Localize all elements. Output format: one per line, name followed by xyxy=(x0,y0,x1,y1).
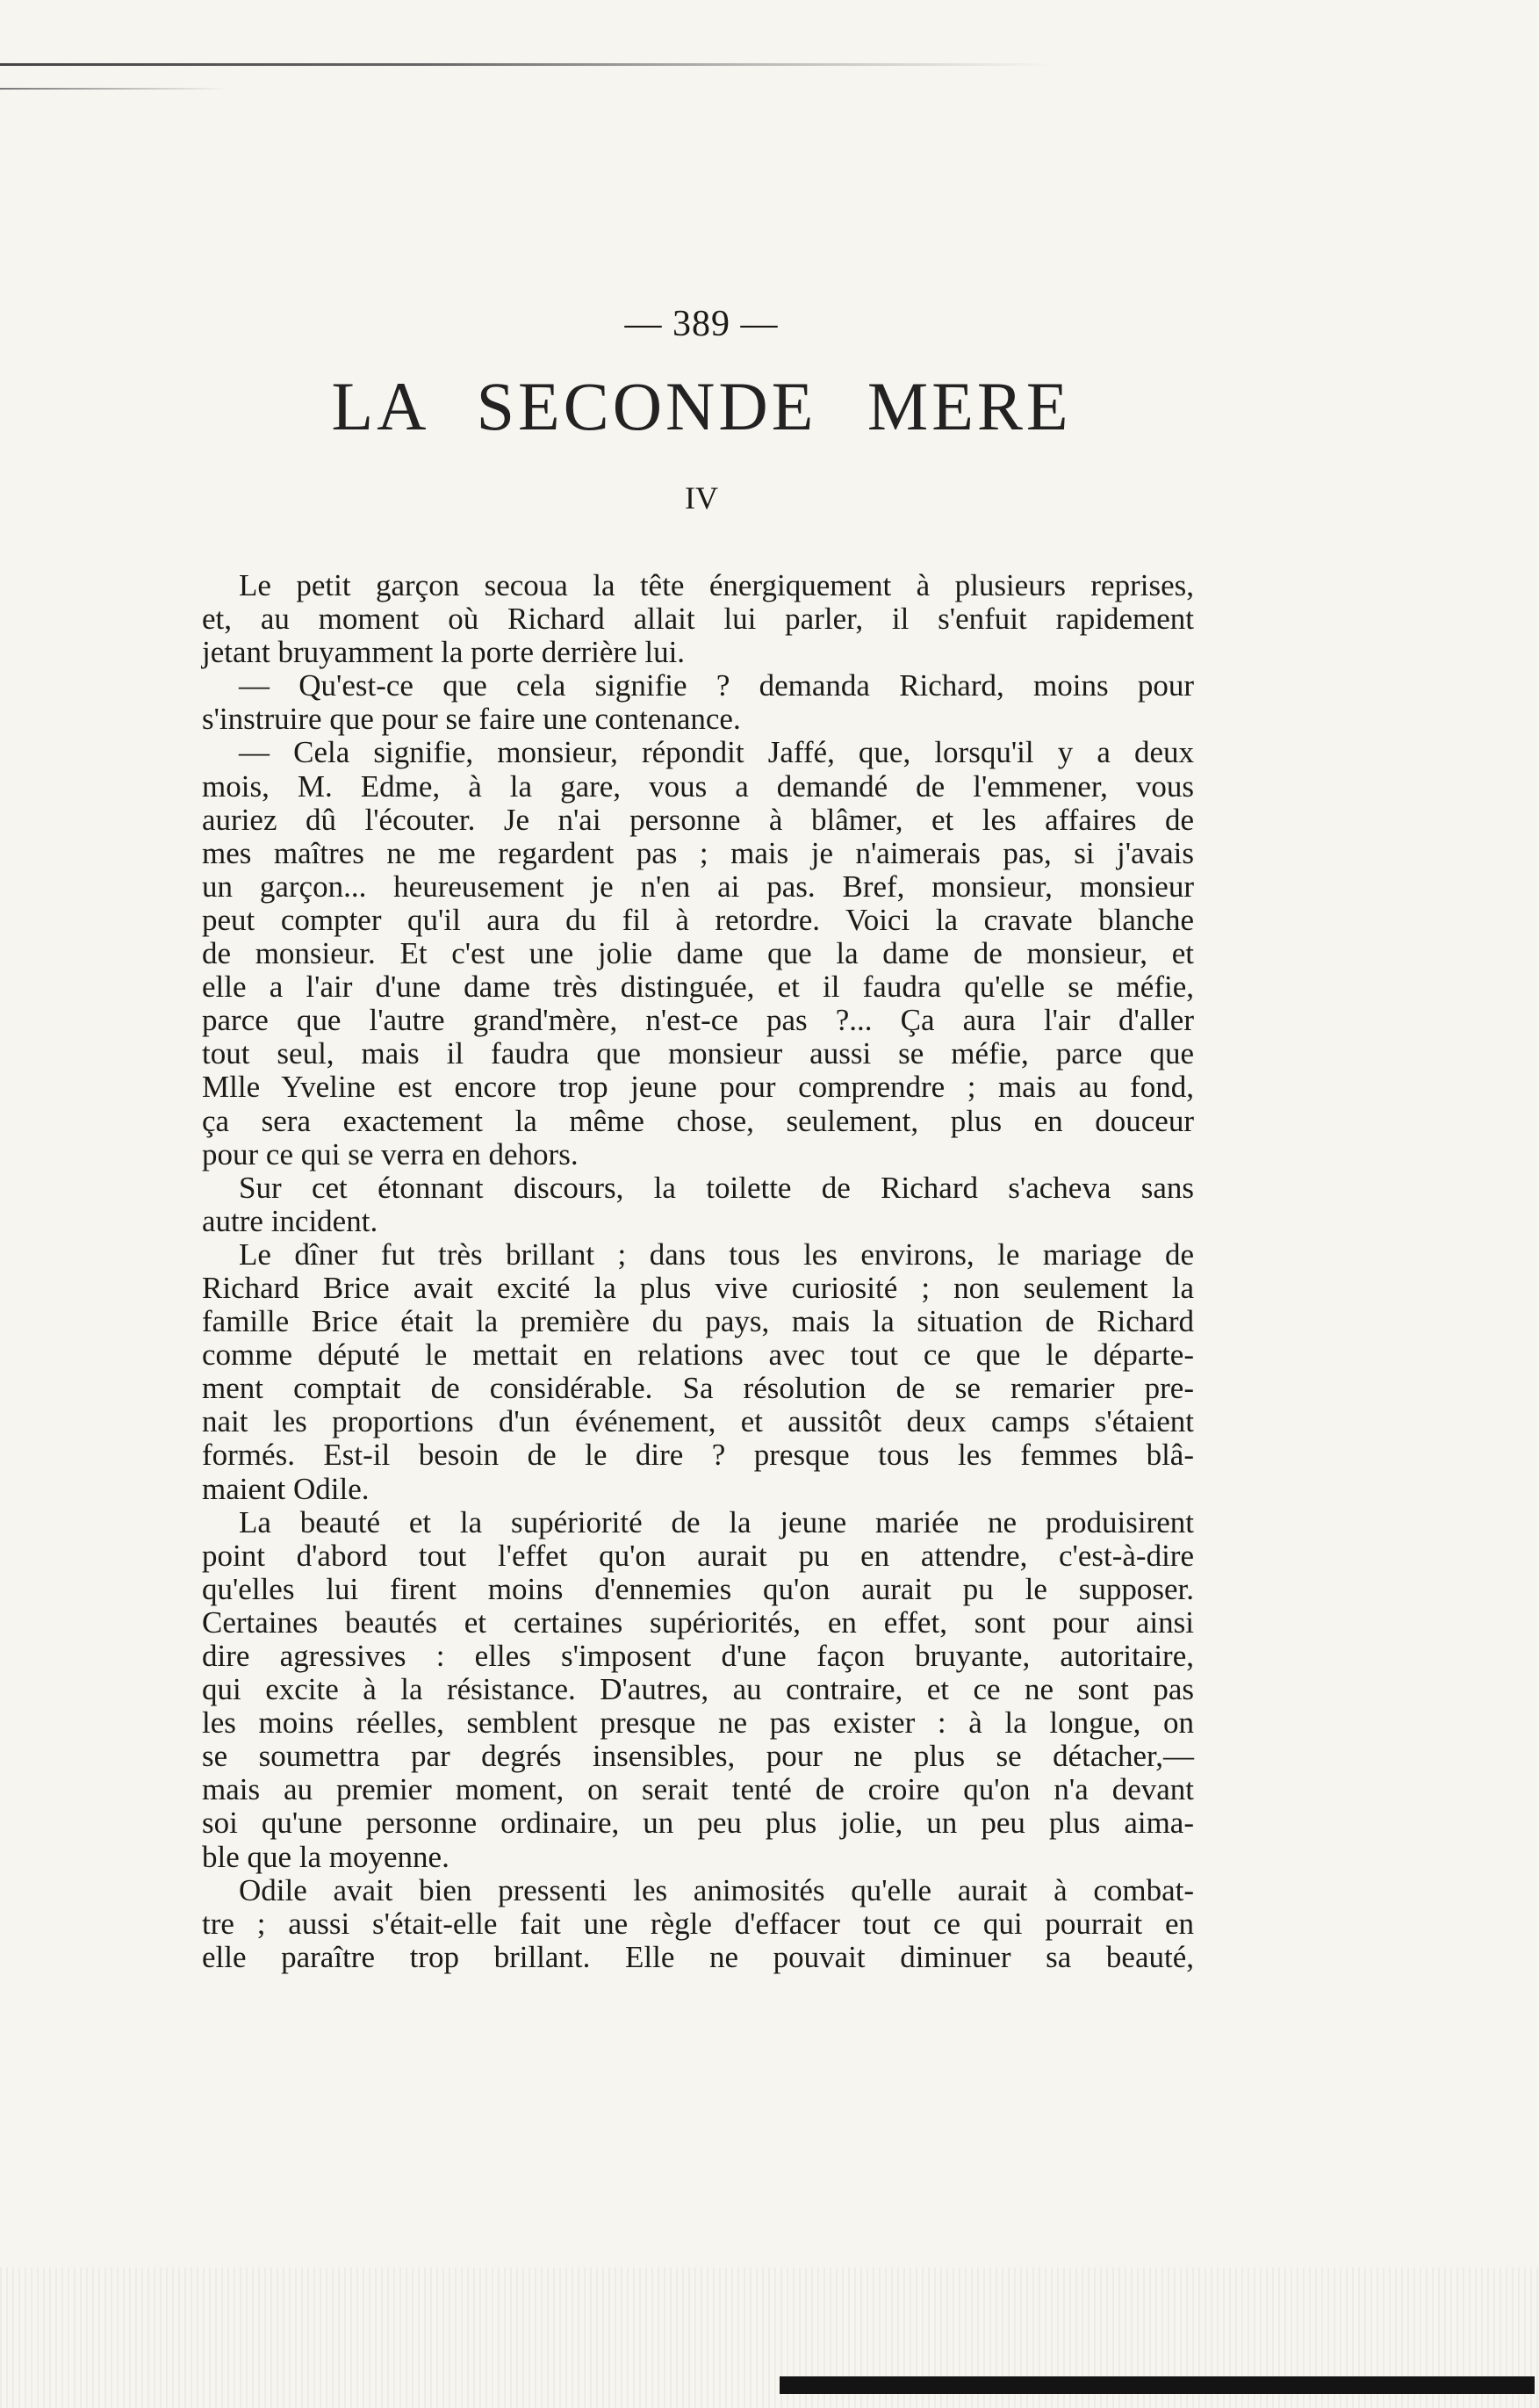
text-line: mois, M. Edme, à la gare, vous a demandé de l'emmener, vous xyxy=(202,768,1194,804)
text-line: Odile avait bien pressenti les animosités qu'elle aurait à combat- xyxy=(239,1872,1194,1907)
text-line: Le petit garçon secoua la tête énergiquement à plusieurs reprises, xyxy=(239,568,1194,602)
text-line: auriez dû l'écouter. Je n'ai personne à blâmer, et les affaires de xyxy=(202,802,1194,837)
text-line: elle paraître trop brillant. Elle ne pouvait diminuer sa beauté, xyxy=(202,1939,1194,1974)
text-line: soi qu'une personne ordinaire, un peu plus jolie, un peu plus aima- xyxy=(202,1806,1194,1841)
text-line: pour ce qui se verra en dehors. xyxy=(202,1136,579,1172)
chapter-heading: IV xyxy=(685,480,718,515)
text-line: dire agressives : elles s'imposent d'une façon bruyante, autoritaire, xyxy=(202,1639,1194,1673)
scan-bar-bottom xyxy=(780,2376,1535,2394)
text-line: autre incident. xyxy=(202,1203,378,1238)
text-line: comme député le mettait en relations avec tout ce que le départe- xyxy=(202,1337,1194,1373)
text-line: point d'abord tout l'effet qu'on aurait pu en attendre, c'est-à-dire xyxy=(202,1538,1194,1573)
text-line: se soumettra par degrés insensibles, pour ne plus se détacher,— xyxy=(202,1739,1194,1774)
scan-artifact-top-secondary xyxy=(0,88,228,90)
text-line: famille Brice était la première du pays, mais la situation de Richard xyxy=(202,1304,1194,1339)
page-number: — 389 — xyxy=(624,304,779,344)
text-line: Sur cet étonnant discours, la toilette de Richard s'acheva sans xyxy=(239,1170,1194,1205)
text-line: de monsieur. Et c'est une jolie dame que la dame de monsieur, et xyxy=(202,936,1194,971)
text-line: et, au moment où Richard allait lui parler, il s'enfuit rapidement xyxy=(202,602,1194,637)
text-line: qu'elles lui firent moins d'ennemies qu'on aurait pu le supposer. xyxy=(202,1571,1194,1606)
scan-artifact-top xyxy=(0,63,1054,66)
text-line: ment comptait de considérable. Sa résolution de se remarier pre- xyxy=(202,1371,1194,1406)
text-line: jetant bruyamment la porte derrière lui. xyxy=(202,635,686,670)
text-line: mais au premier moment, on serait tenté de croire qu'on n'a devant xyxy=(202,1772,1194,1807)
text-line: s'instruire que pour se faire une contenance. xyxy=(202,702,741,737)
body-text xyxy=(202,569,1194,1974)
page-title: LA SECONDE MERE xyxy=(331,368,1072,444)
text-line: Mlle Yveline est encore trop jeune pour comprendre ; mais au fond, xyxy=(202,1070,1194,1105)
text-line: — Qu'est-ce que cela signifie ? demanda Richard, moins pour xyxy=(239,668,1194,703)
text-line: ble que la moyenne. xyxy=(202,1839,449,1874)
text-line: tre ; aussi s'était-elle fait une règle d'effacer tout ce qui pourrait en xyxy=(202,1906,1194,1941)
text-line: — Cela signifie, monsieur, répondit Jaffé, que, lorsqu'il y a deux xyxy=(239,735,1194,770)
text-line: La beauté et la supériorité de la jeune mariée ne produisirent xyxy=(239,1504,1194,1539)
text-line: Le dîner fut très brillant ; dans tous les environs, le mariage de xyxy=(239,1236,1194,1272)
text-line: peut compter qu'il aura du fil à retordre. Voici la cravate blanche xyxy=(202,902,1194,937)
text-line: Certaines beautés et certaines supériorités, en effet, sont pour ainsi xyxy=(202,1604,1194,1640)
text-line: Richard Brice avait excité la plus vive curiosité ; non seulement la xyxy=(202,1270,1194,1305)
text-line: parce que l'autre grand'mère, n'est-ce pas ?... Ça aura l'air d'aller xyxy=(202,1003,1194,1038)
text-line: elle a l'air d'une dame très distinguée, et il faudra qu'elle se méfie, xyxy=(202,970,1194,1005)
text-line: maient Odile. xyxy=(202,1471,370,1506)
text-line: formés. Est-il besoin de le dire ? presque tous les femmes blâ- xyxy=(202,1438,1194,1473)
text-line: tout seul, mais il faudra que monsieur aussi se méfie, parce que xyxy=(202,1036,1194,1071)
text-line: nait les proportions d'un événement, et aussitôt deux camps s'étaient xyxy=(202,1404,1194,1439)
text-line: mes maîtres ne me regardent pas ; mais je n'aimerais pas, si j'avais xyxy=(202,835,1194,870)
text-line: qui excite à la résistance. D'autres, au contraire, et ce ne sont pas xyxy=(202,1672,1194,1707)
text-line: les moins réelles, semblent presque ne pas exister : à la longue, on xyxy=(202,1705,1194,1741)
text-line: ça sera exactement la même chose, seulement, plus en douceur xyxy=(202,1103,1194,1138)
text-line: un garçon... heureusement je n'en ai pas. Bref, monsieur, monsieur xyxy=(202,869,1194,904)
